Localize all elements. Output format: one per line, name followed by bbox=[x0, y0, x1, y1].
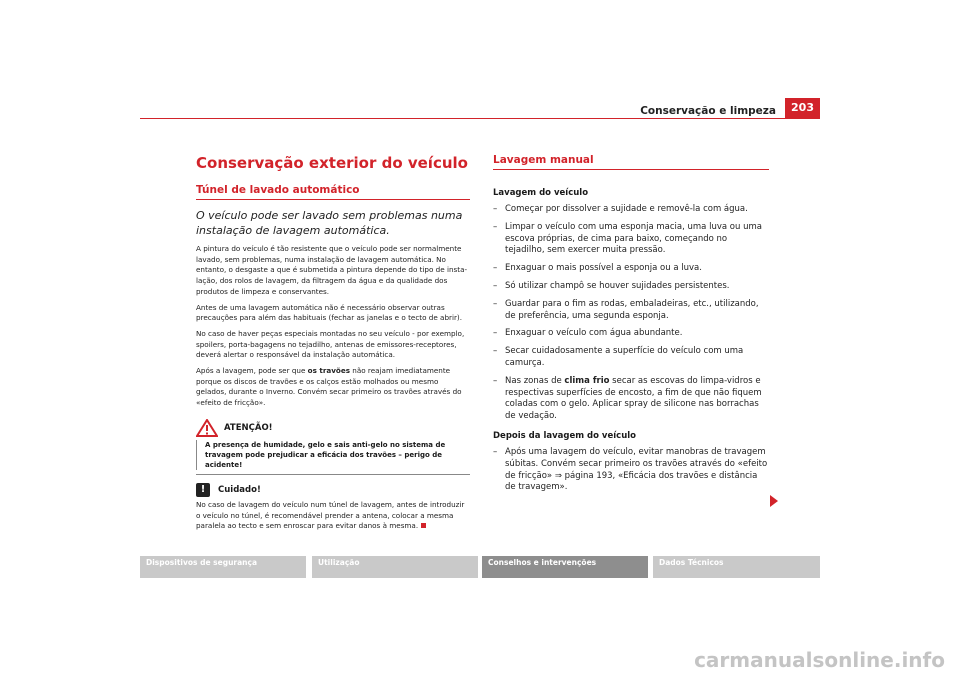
paragraph-brakes bbox=[196, 366, 470, 409]
caution-text bbox=[196, 500, 470, 532]
list-item: – Enxaguar o veículo com água abundante. bbox=[493, 328, 769, 340]
page-title: Conservação exterior do veículo bbox=[196, 154, 468, 172]
subheading-after-wash: Depois da lavagem do veículo bbox=[493, 430, 636, 441]
caution-exclamation-icon: ! bbox=[196, 483, 210, 497]
list-item bbox=[493, 376, 769, 423]
text-run: não reajam imediatamente porque os discos de travões e os calços estão molhados ou mesmo gelados, durante o Inverno. Convém secar primeiro os travões através do «efeito de fricção». bbox=[196, 366, 462, 408]
list-item: – Guardar para o fim as rodas, embaladeiras, etc., utilizando, de preferência, uma segunda esponja. bbox=[493, 299, 769, 323]
warning-triangle-icon bbox=[196, 419, 218, 437]
list-item: – Secar cuidadosamente a superfície do veículo com uma camurça. bbox=[493, 346, 769, 370]
warning-text: A presença de humidade, gelo e sais anti-gelo no sistema de travagem pode prejudicar a eficácia dos travões – perigo de acidente! bbox=[196, 440, 470, 470]
watermark: carmanualsonline.info bbox=[694, 648, 945, 672]
list-item: – Enxaguar o mais possível a esponja ou a luva. bbox=[493, 263, 769, 275]
subheading-washing: Lavagem do veículo bbox=[493, 188, 589, 198]
footer-tab-usage[interactable]: Utilização bbox=[312, 556, 478, 578]
warning-title: ATENÇÃO! bbox=[224, 422, 273, 433]
bold-term: clima frio bbox=[564, 375, 610, 386]
page-number: 203 bbox=[785, 98, 820, 118]
text-run: secar as escovas do limpa-vidros e respectivas superfícies de encosto, a fim de que não fiquem coladas com o gelo. Aplicar spray de silicone nas borrachas de vedação. bbox=[505, 375, 762, 422]
lead-text: O veículo pode ser lavado sem problemas numa instalação de lavagem automática. bbox=[196, 209, 463, 237]
warning-box bbox=[196, 419, 470, 475]
end-of-section-icon bbox=[421, 523, 426, 528]
continue-arrow-icon bbox=[770, 495, 778, 507]
section-heading-car-wash: Túnel de lavado automático bbox=[196, 184, 470, 200]
text-run: No caso de lavagem do veículo num túnel de lavagem, antes de introduzir o veículo no túnel, é recomendável prender a antena, colocar a mesma paralela ao tecto e sem enroscar para evitar danos à mesma. bbox=[196, 499, 465, 531]
paragraph: A pintura do veículo é tão resistente que o veículo pode ser normalmente lavado, sem problemas, numa instalação de lavagem automática. No entanto, o desgaste a que é submetida a pintura depende do tipo de instalação, dos rolos de lavagem, da filtragem da água e da qualidade dos produtos de limpeza e conservantes. bbox=[196, 244, 468, 296]
paragraph: Antes de uma lavagem automática não é necessário observar outras precauções para além das habituais (fechar as janelas e o tecto de abrir). bbox=[196, 302, 462, 323]
bold-term: os travões bbox=[307, 366, 350, 376]
list-item: – Após uma lavagem do veículo, evitar manobras de travagem súbitas. Convém secar primeiro os travões através do «efeito de fricção» ⇒ página 193, «Eficácia dos travões e distância de travagem». bbox=[493, 447, 769, 494]
right-column bbox=[493, 154, 769, 500]
list-item: – Começar por dissolver a sujidade e removê-la com água. bbox=[493, 204, 769, 216]
list-item: – Só utilizar champô se houver sujidades persistentes. bbox=[493, 281, 769, 293]
section-title: Conservação e limpeza bbox=[640, 105, 776, 117]
footer-tab-advice[interactable]: Conselhos e intervenções bbox=[482, 556, 648, 578]
text-run: Nas zonas de bbox=[505, 375, 565, 386]
after-wash-steps bbox=[493, 447, 769, 494]
caution-title: Cuidado! bbox=[218, 484, 261, 495]
section-heading-manual-wash: Lavagem manual bbox=[493, 154, 769, 170]
list-item: – Limpar o veículo com uma esponja macia, uma luva ou uma escova próprias, de cima para baixo, começando no tejadilho, sem exercer muita pressão. bbox=[493, 222, 769, 257]
footer-tab-technical-data[interactable]: Dados Técnicos bbox=[653, 556, 820, 578]
washing-steps bbox=[493, 204, 769, 423]
footer-tab-safety[interactable]: Dispositivos de segurança bbox=[140, 556, 306, 578]
header-rule bbox=[140, 118, 820, 119]
paragraph: No caso de haver peças especiais montadas no seu veículo - por exemplo, spoilers, porta-bagagens no tejadilho, antenas de emissores-receptores, deverá alertar o responsável da instalação automática. bbox=[196, 328, 465, 360]
left-column bbox=[196, 154, 470, 537]
caution-header bbox=[196, 483, 470, 497]
text-run: Após a lavagem, pode ser que bbox=[196, 366, 308, 376]
